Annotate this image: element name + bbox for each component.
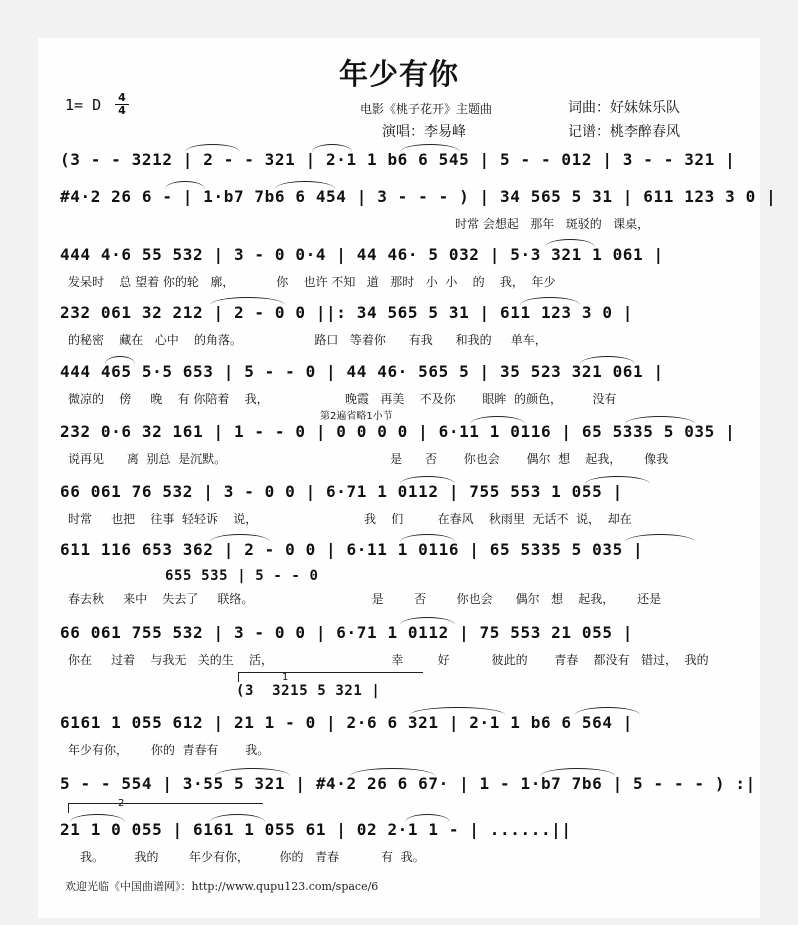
lyric-line: 年少有你， 你的 青春有 我。 (68, 743, 270, 757)
transcriber-credit: 记谱：桃李醉春风 (568, 124, 680, 140)
singer-credit: 演唱：李易峰 (382, 124, 466, 140)
lyric-line: 发呆时 总 望着 你的轮 廓， 你 也许 不知 道 那时 小 小 的 我， 年少 (68, 275, 556, 289)
first-ending-label: 1 (282, 672, 289, 683)
notation-line: 66 061 755 532 | 3 - 0 0 | 6·71 1 0112 | 75 553 21 055 | (60, 623, 634, 642)
notation-line: 5 - - 554 | 3·55 5 321 | #4·2 26 6 67· | 1 - 1·b7 7b6 | 5 - - - ) :| (60, 774, 756, 793)
first-ending-notation: (3 3215 5 321 | (236, 683, 381, 699)
lyric-line: 时常 也把 往事 轻轻诉 说， 我 们 在春风 秋雨里 无话不 说， 却在 (68, 512, 632, 526)
notation-line: 444 465 5·5 653 | 5 - - 0 | 44 46· 565 5 | 35 523 321 061 | (60, 362, 664, 381)
notation-line: 66 061 76 532 | 3 - 0 0 | 6·71 1 0112 | 755 553 1 055 | (60, 482, 623, 501)
time-signature-top: 4 (118, 91, 126, 104)
lyric-line: 我。 我的 年少有你， 你的 青春 有 我。 (80, 850, 425, 864)
lyric-line: 时常 会想起 那年 斑驳的 课桌， (455, 217, 650, 231)
time-signature-bottom: 4 (115, 104, 129, 117)
notation-line: 6161 1 055 612 | 21 1 - 0 | 2·6 6 321 | 2·1 1 b6 6 564 | (60, 713, 634, 732)
lyric-line: 微凉的 傍 晚 有 你陪着 我， 晚霞 再美 不及你 眼眸 的颜色， 没有 (68, 392, 617, 406)
notation-line: 611 116 653 362 | 2 - 0 0 | 6·11 1 0116 | 65 5335 5 035 | (60, 540, 644, 559)
notation-line: 21 1 0 055 | 6161 1 055 61 | 02 2·1 1 - | ......|| (60, 820, 572, 839)
notation-line: 444 4·6 55 532 | 3 - 0 0·4 | 44 46· 5 032 | 5·3 321 1 061 | (60, 245, 664, 264)
notation-line: (3 - - 3212 | 2 - - 321 | 2·1 1 b6 6 545 | 5 - - 012 | 3 - - 321 | (60, 150, 736, 169)
subtitle: 电影《桃子花开》主题曲 (360, 102, 493, 116)
alternate-notation: 655 535 | 5 - - 0 (165, 568, 319, 584)
notation-line: 232 0·6 32 161 | 1 - - 0 | 0 0 0 0 | 6·11 1 0116 | 65 5335 5 035 | (60, 422, 736, 441)
footer-url: 欢迎光临《中国曲谱网》：http://www.qupu123.com/space/6 (65, 880, 379, 893)
skip-bar-note: 第2遍省略1小节 (320, 411, 393, 422)
lyric-line: 你在 过着 与我无 关的生 活， 幸 好 彼此的 青春 都没有 错过， 我的 (68, 653, 709, 667)
second-ending-bracket (68, 803, 263, 804)
notation-line: #4·2 26 6 - | 1·b7 7b6 6 454 | 3 - - - ) | 34 565 5 31 | 611 123 3 0 | (60, 187, 777, 206)
time-signature (115, 92, 129, 117)
lyricist-credit: 词曲：好妹妹乐队 (568, 100, 680, 116)
lyric-line: 说再见 离 别总 是沉默。 是 否 你也会 偶尔 想 起我， 像我 (68, 452, 669, 466)
lyric-line: 春去秋 来中 失去了 联络。 是 否 你也会 偶尔 想 起我， 还是 (68, 592, 662, 606)
key-signature: 1= D (65, 96, 102, 114)
second-ending-label: 2 (118, 798, 125, 809)
lyric-line: 的秘密 藏在 心中 的角落。 路口 等着你 有我 和我的 单车， (68, 333, 547, 347)
song-title: 年少有你 (338, 57, 459, 91)
first-ending-bracket (238, 672, 423, 673)
notation-line: 232 061 32 212 | 2 - 0 0 ||: 34 565 5 31 | 611 123 3 0 | (60, 303, 634, 322)
